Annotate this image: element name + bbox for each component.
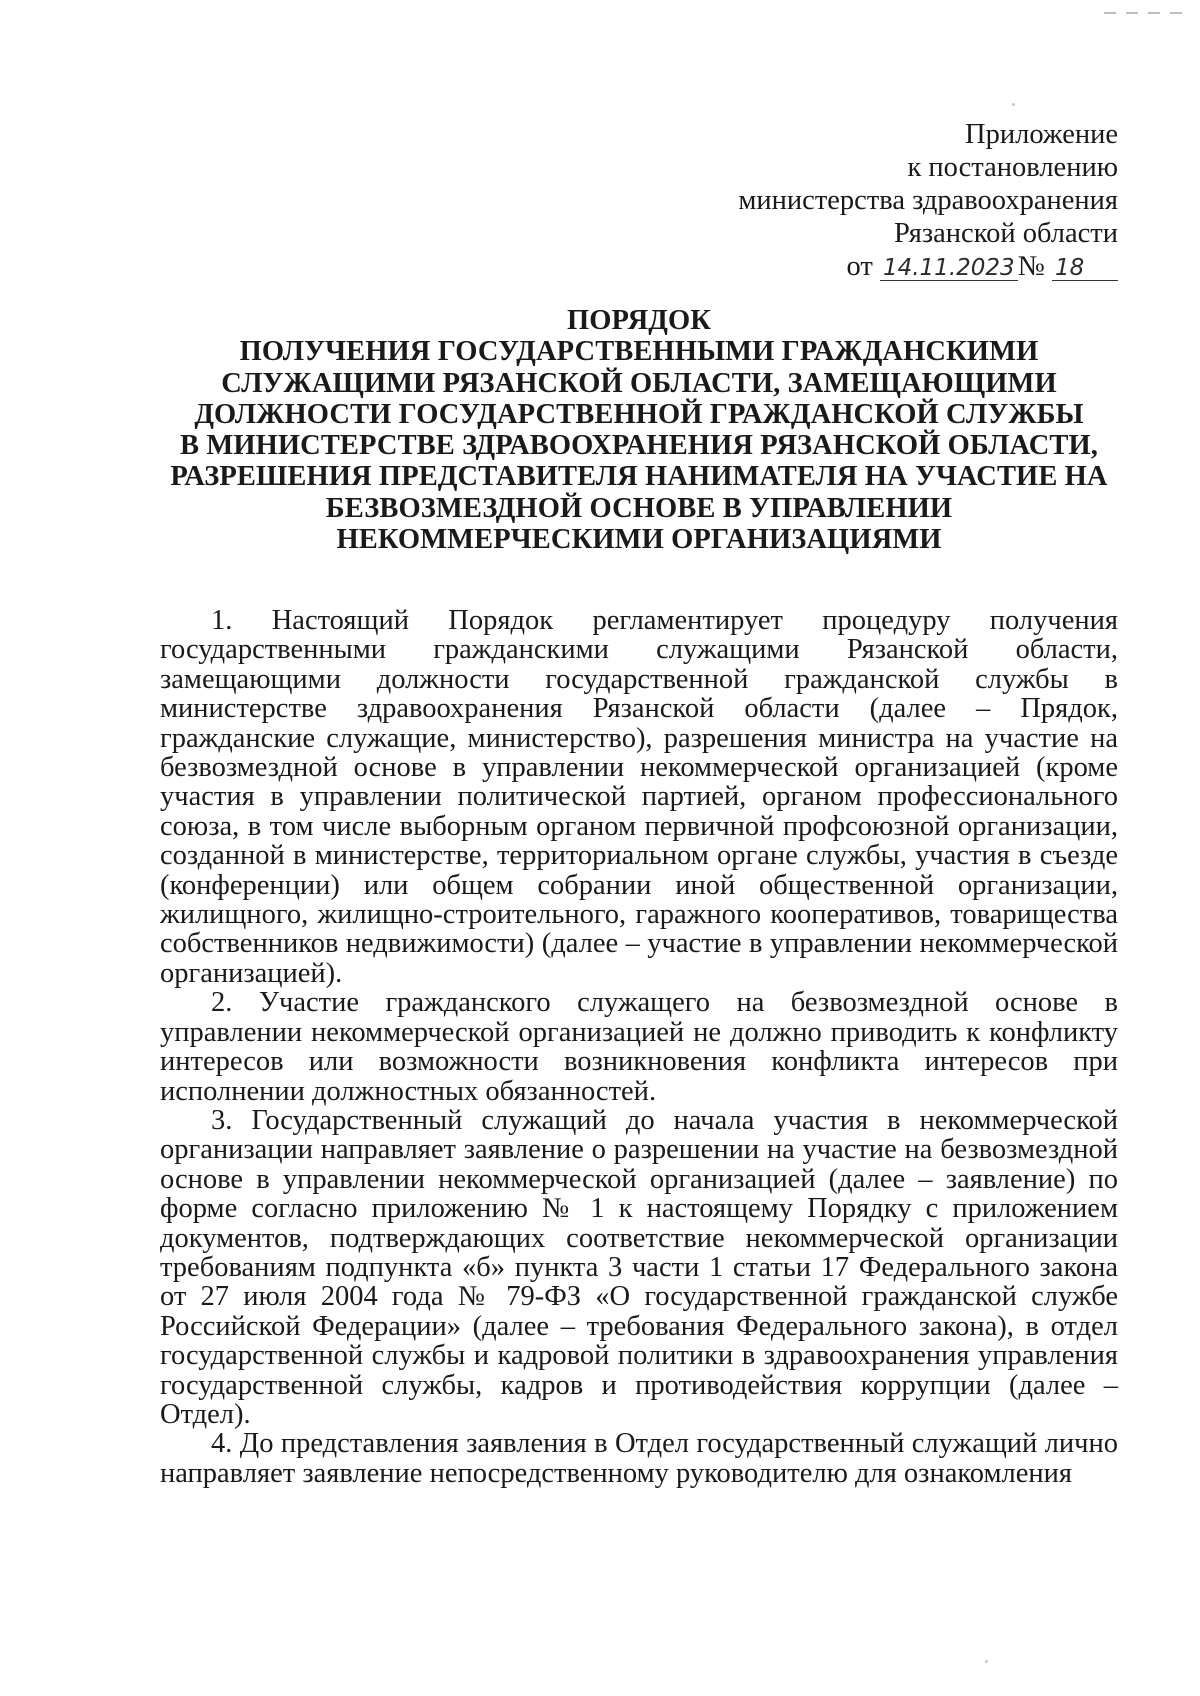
title-line: РАЗРЕШЕНИЯ ПРЕДСТАВИТЕЛЯ НАНИМАТЕЛЯ НА УЧАСТИЕ НА: [170, 461, 1108, 493]
appendix-line: к постановлению: [907, 152, 1118, 183]
title-line: В МИНИСТЕРСТВЕ ЗДРАВООХРАНЕНИЯ РЯЗАНСКОЙ ОБЛАСТИ,: [180, 430, 1098, 462]
appendix-line: министерства здравоохранения: [738, 185, 1118, 216]
paragraph-4: 4. До представления заявления в Отдел государственный служащий лично направляет заявление непосредственному руководителю для ознакомления: [160, 1428, 1118, 1489]
title-line: СЛУЖАЩИМИ РЯЗАНСКОЙ ОБЛАСТИ, ЗАМЕЩАЮЩИМИ: [221, 367, 1057, 399]
title-line: НЕКОММЕРЧЕСКИМИ ОРГАНИЗАЦИЯМИ: [336, 524, 942, 556]
title-line: ДОЛЖНОСТИ ГОСУДАРСТВЕННОЙ ГРАЖДАНСКОЙ СЛУЖБЫ: [194, 398, 1084, 430]
appendix-block: [738, 118, 1118, 283]
handwritten-date: 14.11.2023: [880, 256, 1018, 281]
title-line: БЕЗВОЗМЕЗДНОЙ ОСНОВЕ В УПРАВЛЕНИИ: [325, 492, 953, 524]
paragraph-3: 3. Государственный служащий до начала участия в некоммерческой организации направляет заявление о разрешении на участие на безвозмездной основе в управлении некоммерческой организацией (далее – заявление) по форме согласно приложению № 1 к настоящему Порядку с приложением документов, подтверждающих соответствие некоммерческой организации требованиям подпункта «б» пункта 3 части 1 статьи 17 Федерального закона от 27 июля 2004 года № 79-ФЗ «О государственной гражданской службе Российской Федерации» (далее – требования Федерального закона), в отдел государственной службы и кадровой политики в здравоохранения управления государственной службы, кадров и противодействия коррупции (далее – Отдел).: [160, 1104, 1118, 1430]
appendix-date-line: [738, 250, 1118, 283]
paragraph-1: 1. Настоящий Порядок регламентирует процедуру получения государственными гражданскими служащими Рязанской области, замещающими должности государственной гражданской службы в министерстве здравоохранения Рязанской области (далее – Прядок, гражданские служащие, министерство), разрешения министра на участие на безвозмездной основе в управлении некоммерческой организацией (кроме участия в управлении политической партией, органом профессионального союза, в том числе выборным органом первичной профсоюзной организации, созданной в министерстве, территориальном органе службы, участия в съезде (конференции) или общем собрании иной общественной организации, жилищного, жилищно-строительного, гаражного кооперативов, товарищества собственников недвижимости) (далее – участие в управлении некоммерческой организацией).: [160, 605, 1118, 989]
document-body: [160, 606, 1118, 1488]
document-title: [160, 305, 1118, 555]
appendix-line: Приложение: [965, 119, 1118, 150]
handwritten-number: 18: [1052, 256, 1118, 281]
scan-edge-marks: [1104, 12, 1182, 14]
paragraph-2: 2. Участие гражданского служащего на безвозмездной основе в управлении некоммерческой организацией не должно приводить к конфликту интересов или возможности возникновения конфликта интересов при исполнении должностных обязанностей.: [160, 987, 1118, 1107]
date-prefix: от: [846, 251, 873, 282]
scan-dot: [985, 1660, 988, 1663]
number-label: №: [1017, 251, 1045, 282]
scan-dot: [1012, 103, 1015, 106]
title-line: ПОРЯДОК: [566, 305, 712, 336]
title-line: ПОЛУЧЕНИЯ ГОСУДАРСТВЕННЫМИ ГРАЖДАНСКИМИ: [239, 336, 1039, 368]
appendix-line: Рязанской области: [894, 218, 1118, 249]
